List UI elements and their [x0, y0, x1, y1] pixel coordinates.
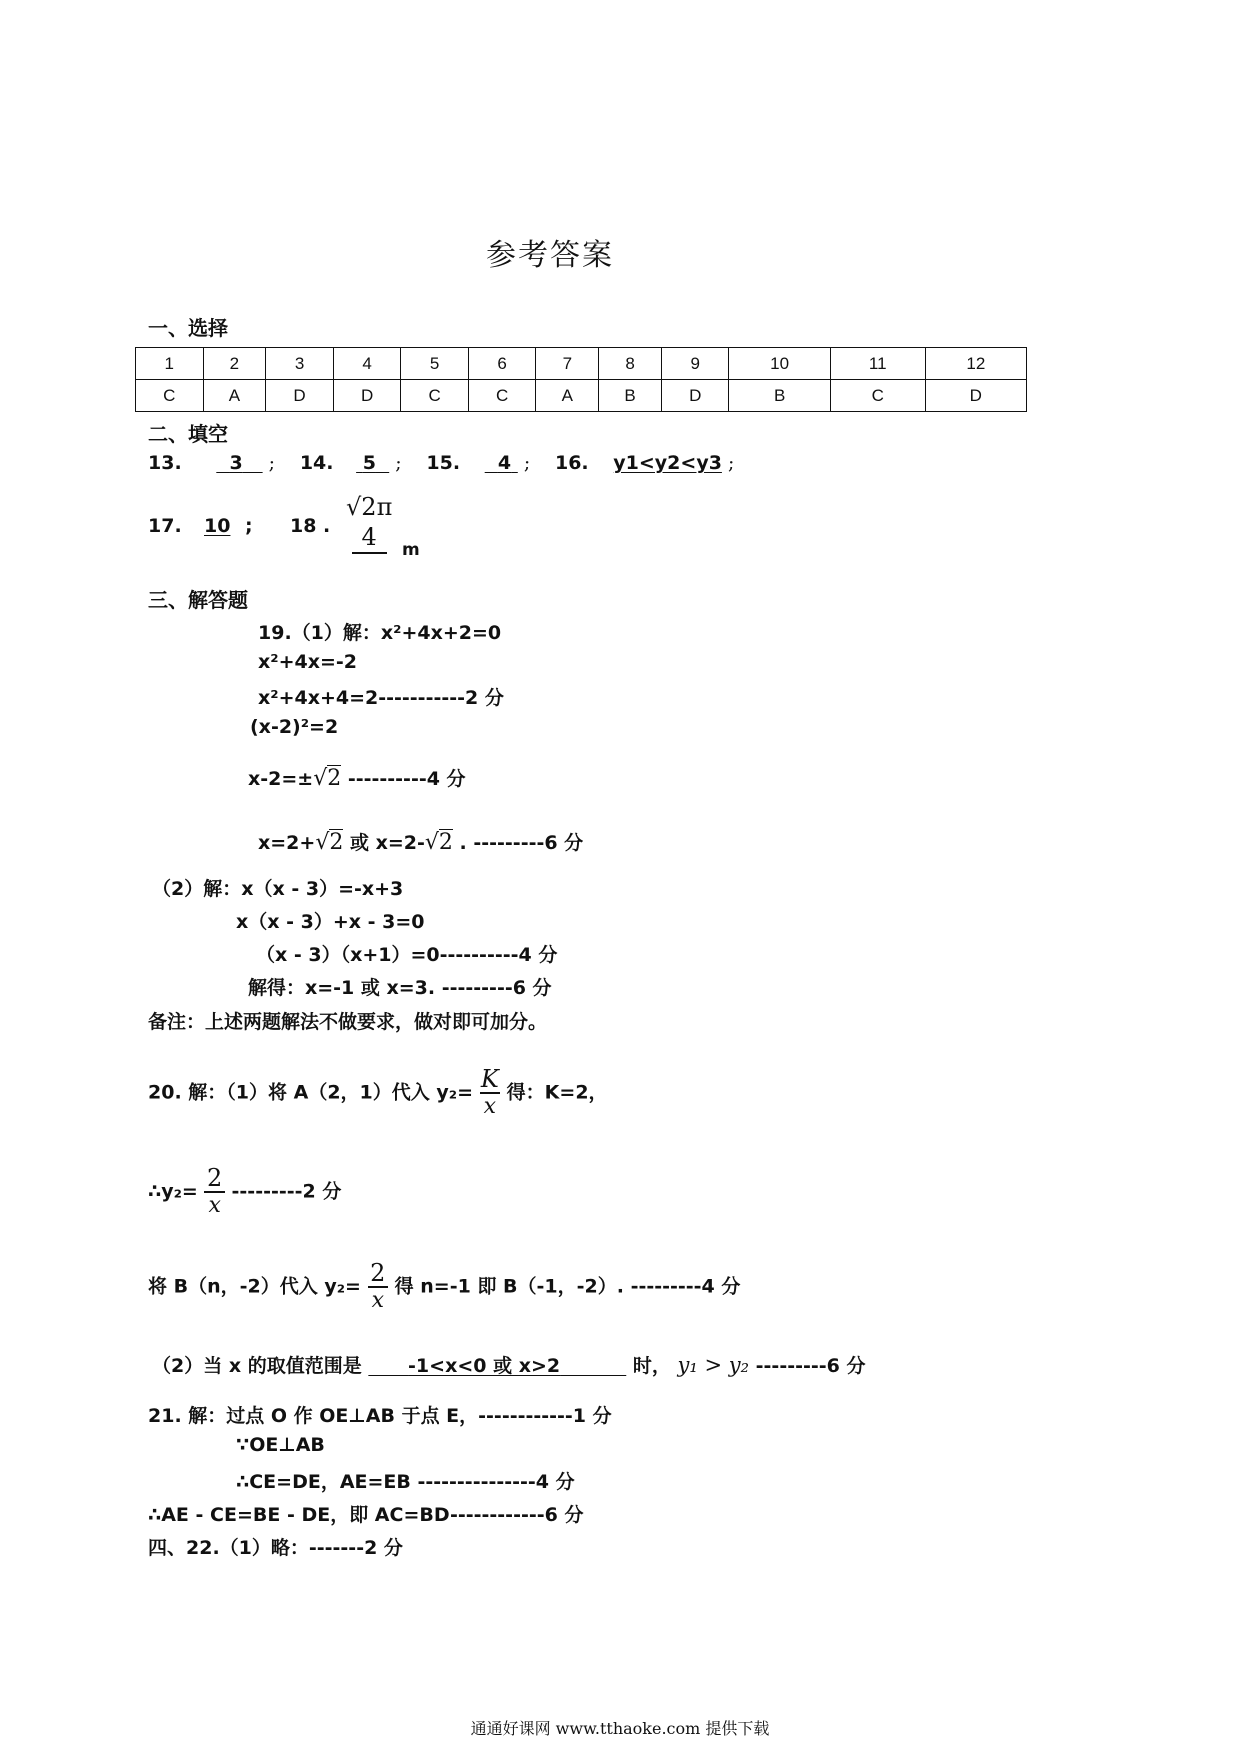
- q20-line-3-a: 将 B（n，-2）代入 y₂=: [148, 1275, 361, 1298]
- section-fill-heading: 二、填空: [148, 422, 228, 446]
- q20-line-3-b: 得 n=-1 即 B（-1，-2）. ---------4 分: [394, 1275, 741, 1298]
- q19-line-6-e: . ---------6 分: [459, 832, 584, 854]
- q20-line-2: [148, 1165, 341, 1219]
- page-title: 参考答案: [486, 238, 614, 273]
- table-cell: 9: [661, 348, 729, 380]
- note-line: 备注：上述两题解法不做要求，做对即可加分。: [148, 1011, 548, 1033]
- table-cell: B: [599, 380, 662, 412]
- q19-part2-line-3: （x - 3）（x+1）=0----------4 分: [256, 944, 558, 966]
- sqrt-icon: √2: [424, 830, 453, 855]
- q20-line-2-a: ∴y₂=: [148, 1180, 198, 1203]
- answer-table: [135, 347, 1027, 412]
- q19-line-1: 19.（1）解：x²+4x+2=0: [258, 622, 502, 644]
- q19-line-5-score: ----------4 分: [347, 768, 466, 790]
- q14-label: 14.: [299, 452, 334, 474]
- q17-label: 17.: [148, 515, 182, 537]
- q19-line-6-a: x=2+: [258, 832, 316, 854]
- q15-label: 15.: [426, 452, 461, 474]
- q13-answer: [216, 452, 262, 474]
- table-cell: D: [333, 380, 401, 412]
- q19-line-5-lhs: x-2=±: [248, 768, 314, 790]
- fraction-denominator: x: [368, 1286, 388, 1314]
- q14-answer: [356, 452, 389, 474]
- q16-label: 16.: [554, 452, 589, 474]
- q19-line-6: [258, 828, 583, 855]
- q18-unit: m: [402, 540, 420, 560]
- table-cell: D: [266, 380, 334, 412]
- q20-line-1: [148, 1066, 608, 1120]
- q20-line-4-b: 时，: [632, 1355, 671, 1377]
- sqrt-icon: √2: [315, 830, 344, 855]
- q19-line-6-radicand-2: 2: [438, 830, 453, 855]
- q16-answer: y1<y2<y3: [613, 452, 722, 474]
- q14-answer-text: 5: [362, 452, 376, 474]
- table-cell: D: [925, 380, 1026, 412]
- q17-separator: ;: [245, 515, 253, 537]
- q21-line-4: ∴AE - CE=BE - DE，即 AC=BD------------6 分: [148, 1504, 584, 1526]
- q20-fraction-2-over-x: [368, 1260, 388, 1314]
- q20-line-2-b: ---------2 分: [231, 1180, 342, 1203]
- q20-inequality: y₁ > y₂: [677, 1353, 750, 1377]
- q20-line-4-c: ---------6 分: [755, 1355, 866, 1377]
- table-cell: B: [729, 380, 830, 412]
- fraction-denominator: x: [480, 1092, 500, 1120]
- q20-line-1-b: 得：K=2，: [506, 1081, 608, 1104]
- table-cell: 6: [468, 348, 536, 380]
- table-cell: 5: [401, 348, 469, 380]
- q17-answer: 10: [204, 515, 231, 537]
- table-cell: C: [830, 380, 925, 412]
- section-choice-heading: 一、选择: [148, 316, 228, 340]
- fraction-numerator: K: [480, 1065, 499, 1093]
- q20-fraction-2-over-x: [204, 1165, 224, 1219]
- q18-fraction: [346, 494, 392, 554]
- q20-line-1-a: 20. 解：（1）将 A（2，1）代入 y₂=: [148, 1081, 473, 1104]
- q20-range-text: -1<x<0 或 x>2: [408, 1355, 561, 1377]
- table-cell: 10: [729, 348, 830, 380]
- fill-line-1: 13. 3 ; 14. 5 ; 15. 4 ; 16. y1<y2<y3 ;: [148, 452, 735, 474]
- q18-label: 18 .: [290, 515, 331, 537]
- table-cell: C: [468, 380, 536, 412]
- q18-numerator: √2π: [346, 493, 393, 521]
- section-solve-heading: 三、解答题: [148, 588, 248, 612]
- q15-answer-text: 4: [497, 452, 512, 474]
- table-cell: 2: [203, 348, 266, 380]
- fraction-denominator: x: [204, 1191, 224, 1219]
- q19-part2-line-4: 解得：x=-1 或 x=3. ---------6 分: [248, 977, 552, 999]
- table-cell: 8: [599, 348, 662, 380]
- q19-part2-line-2: x（x - 3）+x - 3=0: [236, 911, 425, 933]
- q21-line-2: ∵OE⊥AB: [236, 1434, 325, 1456]
- footer-text: 通通好课网 www.tthaoke.com 提供下载: [470, 1719, 770, 1738]
- table-cell: 11: [830, 348, 925, 380]
- fraction-numerator: 2: [370, 1259, 386, 1287]
- table-cell: 4: [333, 348, 401, 380]
- q19-line-6-c: 或 x=2-: [349, 832, 425, 854]
- q19-line-4: (x-2)²=2: [250, 716, 339, 738]
- table-cell: A: [203, 380, 266, 412]
- q13-answer-text: 3: [229, 452, 243, 474]
- q20-range-answer: [368, 1355, 626, 1377]
- q18-denominator: 4: [352, 520, 387, 554]
- fraction-numerator: 2: [207, 1164, 223, 1192]
- table-cell: A: [536, 380, 599, 412]
- sqrt-icon: √2: [313, 766, 342, 791]
- q13-label: 13.: [148, 452, 182, 474]
- q20-line-4: [152, 1351, 865, 1378]
- q20-fraction-k-over-x: [480, 1066, 500, 1120]
- q19-line-3: x²+4x+4=2-----------2 分: [258, 687, 504, 709]
- q19-line-5-radicand: 2: [327, 766, 342, 791]
- table-cell: C: [401, 380, 469, 412]
- table-cell: 1: [136, 348, 204, 380]
- q20-line-4-a: （2）当 x 的取值范围是: [152, 1355, 362, 1377]
- q22-line-1: 四、22.（1）略：-------2 分: [148, 1537, 403, 1559]
- answer-table-answers-row: [136, 380, 1027, 412]
- table-cell: 7: [536, 348, 599, 380]
- q19-line-6-radicand-1: 2: [329, 830, 344, 855]
- q19-part2-line-1: （2）解：x（x - 3）=-x+3: [152, 878, 404, 900]
- table-cell: 3: [266, 348, 334, 380]
- q19-line-2: x²+4x=-2: [258, 651, 357, 673]
- table-cell: C: [136, 380, 204, 412]
- q18-answer: [346, 494, 392, 554]
- answer-table-numbers-row: [136, 348, 1027, 380]
- q15-answer: [485, 452, 518, 474]
- table-cell: D: [661, 380, 729, 412]
- q21-line-3: ∴CE=DE，AE=EB ---------------4 分: [236, 1471, 575, 1493]
- q21-line-1: 21. 解：过点 O 作 OE⊥AB 于点 E，------------1 分: [148, 1405, 612, 1427]
- table-cell: 12: [925, 348, 1026, 380]
- q19-line-5: [248, 764, 466, 791]
- q20-line-3: [148, 1260, 740, 1314]
